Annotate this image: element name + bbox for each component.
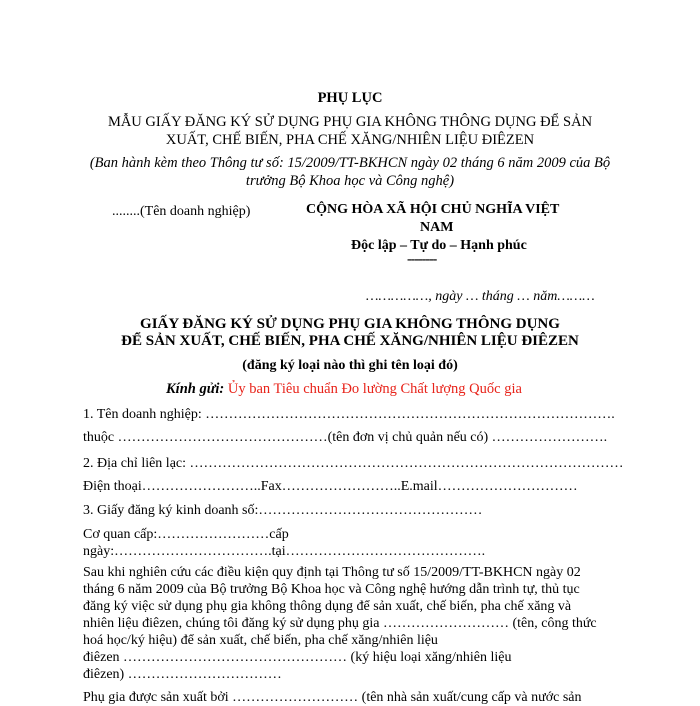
body-paragraph-line6: điêzen ………………………………………… (ký hiệu loại xăng/nhiên liệu: [83, 650, 512, 665]
form-template-title-line2: XUẤT, CHẾ BIẾN, PHA CHẾ XĂNG/NHIÊN LIỆU ĐIÊZEN: [165, 132, 535, 148]
body-paragraph-line3: đăng ký việc sử dụng phụ gia không thông dụng để sản xuất, chế biến, pha chế xăng và: [83, 599, 572, 614]
recipient-line: [166, 381, 522, 398]
field-phone-fax-email[interactable]: Điện thoại……………………..Fax……………………..E.mail…………………………: [83, 479, 578, 494]
national-title-line2: NAM: [420, 220, 454, 235]
form-title-line1: GIẤY ĐĂNG KÝ SỬ DỤNG PHỤ GIA KHÔNG THÔNG DỤNG: [140, 316, 560, 332]
issued-note-line1: (Ban hành kèm theo Thông tư số: 15/2009/TT-BKHCN ngày 02 tháng 6 năm 2009 của Bộ: [89, 155, 611, 171]
recipient: Ủy ban Tiêu chuẩn Đo lường Chất lượng Quốc gia: [227, 381, 522, 397]
issued-note-line2: trưởng Bộ Khoa học và Công nghệ): [245, 173, 455, 189]
field-enterprise-name[interactable]: 1. Tên doanh nghiệp: …………………………………………………………………………….: [83, 407, 615, 422]
national-title-line1: CỘNG HÒA XÃ HỘI CHỦ NGHĨA VIỆT: [306, 202, 560, 217]
body-paragraph-line2: tháng 6 năm 2009 của Bộ trưởng Bộ Khoa học và Công nghệ hướng dẫn trình tự, thủ tục: [83, 582, 580, 597]
national-motto: Độc lập – Tự do – Hạnh phúc: [351, 238, 527, 253]
body-paragraph-line4: nhiên liệu điêzen, chúng tôi đăng ký sử dụng phụ gia ……………………… (tên, công thức: [83, 616, 597, 631]
appendix-title: PHỤ LỤC: [317, 90, 383, 106]
enterprise-name-placeholder: ........(Tên doanh nghiệp): [112, 204, 251, 219]
recipient-label: Kính gửi:: [166, 381, 225, 397]
body-paragraph-line7: điêzen) ……………………………: [83, 667, 282, 682]
field-business-registration[interactable]: 3. Giấy đăng ký kinh doanh số:…………………………………………: [83, 503, 483, 518]
cutoff-line: Phụ gia được sản xuất bởi ……………………… (tên nhà sản xuất/cung cấp và nước sản: [83, 690, 582, 705]
form-title-line2: ĐỂ SẢN XUẤT, CHẾ BIẾN, PHA CHẾ XĂNG/NHIÊN LIỆU ĐIÊZEN: [121, 333, 579, 349]
body-paragraph-line5: hoá học/ký hiệu) để sản xuất, chế biến, pha chế xăng/nhiên liệu: [83, 633, 438, 648]
field-issue-date-place[interactable]: ngày:…………………………….tại…………………………………….: [83, 544, 486, 559]
field-contact-address[interactable]: 2. Địa chỉ liên lạc: …………………………………………………………………………………: [83, 456, 624, 471]
motto-underline: --------: [407, 252, 437, 267]
date-line: ……………, ngày … tháng … năm………: [366, 289, 595, 304]
field-parent-unit[interactable]: thuộc ………………………………………(tên đơn vị chủ quản nếu có) …………………….: [83, 430, 608, 445]
form-subtitle: (đăng ký loại nào thì ghi tên loại đó): [242, 358, 458, 373]
body-paragraph-line1: Sau khi nghiên cứu các điều kiện quy định tại Thông tư số 15/2009/TT-BKHCN ngày 02: [83, 565, 581, 580]
field-issuing-agency[interactable]: Cơ quan cấp:……………………cấp: [83, 527, 289, 542]
form-template-title-line1: MẪU GIẤY ĐĂNG KÝ SỬ DỤNG PHỤ GIA KHÔNG THÔNG DỤNG ĐỂ SẢN: [107, 114, 593, 130]
